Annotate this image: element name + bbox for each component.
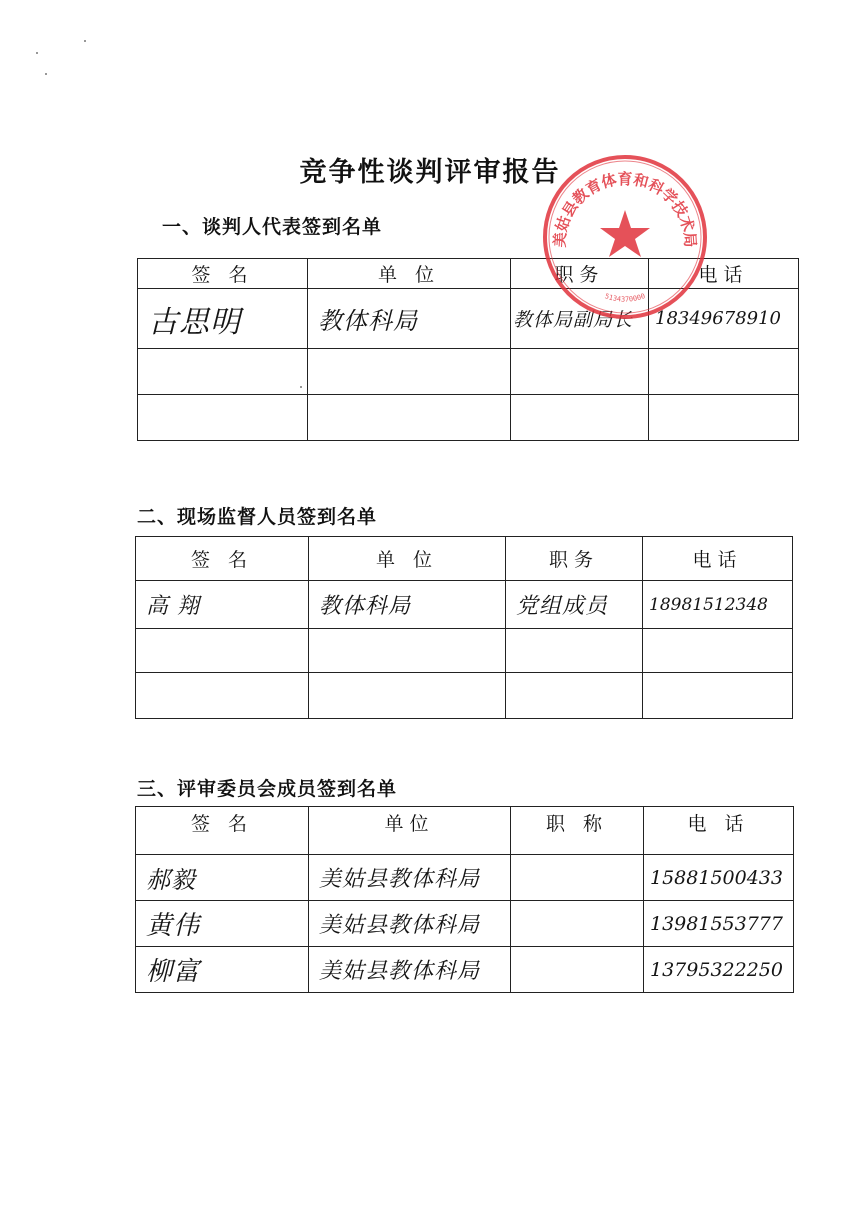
header-unit: 单 位: [309, 537, 506, 581]
section-2-heading: 二、现场监督人员签到名单: [137, 506, 378, 528]
table-row: [136, 947, 794, 993]
header-phone: 电话: [643, 537, 793, 581]
position-cell: [511, 947, 644, 993]
position-cell: 党组成员: [506, 581, 643, 629]
position-cell: 教体局副局长: [511, 289, 649, 349]
seal-text-path: 美姑县教育体育和科学技术局: [550, 170, 700, 248]
header-signature: 签 名: [136, 807, 309, 855]
seal-code-path: 5134370000: [603, 292, 647, 304]
table-row: [138, 395, 799, 441]
scan-speck: [300, 386, 302, 388]
position-cell: [511, 901, 644, 947]
unit-cell: [308, 349, 511, 395]
signature-cell: [138, 349, 308, 395]
table-row: [136, 629, 793, 673]
table-row: [136, 855, 794, 901]
position-cell: [511, 395, 649, 441]
scan-speck: [84, 40, 86, 42]
header-phone: 电 话: [644, 807, 794, 855]
unit-cell: [309, 673, 506, 719]
signature-cell: 郝毅: [136, 855, 309, 901]
signature-cell: [136, 673, 309, 719]
unit-cell: 美姑县教体科局: [309, 901, 511, 947]
phone-cell: [643, 629, 793, 673]
section-3-heading: 三、评审委员会成员签到名单: [137, 778, 398, 800]
phone-cell: [643, 673, 793, 719]
table-row: [136, 581, 793, 629]
scan-speck: [36, 52, 38, 54]
header-position: 职务: [506, 537, 643, 581]
document-title: 竞争性谈判评审报告: [299, 157, 561, 188]
phone-cell: 13981553777: [644, 901, 794, 947]
table-row: [138, 349, 799, 395]
header-signature: 签 名: [138, 259, 308, 289]
signature-cell: 高 翔: [136, 581, 309, 629]
seal-code: [604, 292, 647, 303]
unit-cell: 美姑县教体科局: [309, 855, 511, 901]
signature-cell: [138, 395, 308, 441]
header-signature: 签 名: [136, 537, 309, 581]
unit-cell: [309, 629, 506, 673]
section-1-heading: 一、谈判人代表签到名单: [162, 216, 383, 238]
phone-cell: [649, 349, 799, 395]
header-position: 职 称: [511, 807, 644, 855]
header-unit: 单 位: [308, 259, 511, 289]
table-row: [136, 901, 794, 947]
phone-cell: 18981512348: [643, 581, 793, 629]
section-2-table: [135, 536, 793, 719]
unit-cell: 教体科局: [308, 289, 511, 349]
signature-cell: 柳富: [136, 947, 309, 993]
scan-speck: [45, 73, 47, 75]
unit-cell: 美姑县教体科局: [309, 947, 511, 993]
unit-cell: [308, 395, 511, 441]
phone-cell: 15881500433: [644, 855, 794, 901]
position-cell: [506, 673, 643, 719]
official-seal-stamp: [540, 152, 710, 322]
phone-cell: 13795322250: [644, 947, 794, 993]
phone-cell: 18349678910: [649, 289, 799, 349]
signature-cell: [136, 629, 309, 673]
signature-cell: 古思明: [138, 289, 308, 349]
phone-cell: [649, 395, 799, 441]
section-3-table: [135, 806, 794, 993]
table-row: [136, 673, 793, 719]
header-position: 职务: [511, 259, 649, 289]
header-phone: 电话: [649, 259, 799, 289]
header-unit: 单位: [309, 807, 511, 855]
position-cell: [511, 349, 649, 395]
unit-cell: 教体科局: [309, 581, 506, 629]
position-cell: [511, 855, 644, 901]
position-cell: [506, 629, 643, 673]
seal-star-icon: [600, 210, 650, 257]
signature-cell: 黄伟: [136, 901, 309, 947]
